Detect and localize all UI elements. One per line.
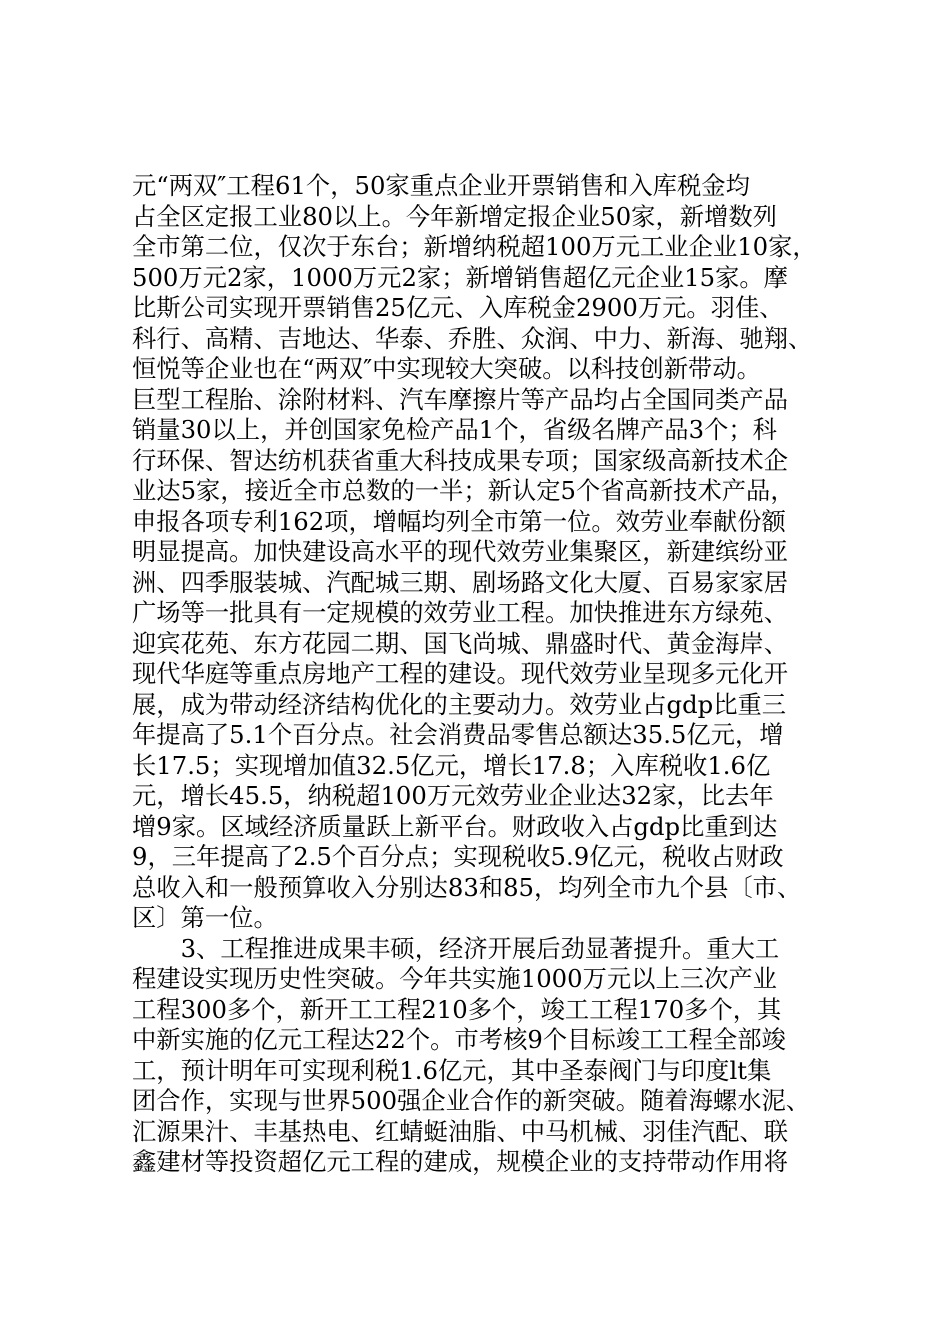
body-text: [132, 171, 832, 1178]
text-line: 区〕第一位。: [132, 903, 278, 932]
text-line: 现代华庭等重点房地产工程的建设。现代效劳业呈现多元化开: [132, 659, 789, 688]
text-line: 业达5家，接近全市总数的一半；新认定5个省高新技术产品，: [132, 476, 795, 505]
text-line: 元，增长45.5，纳税超100万元效劳业企业达32家，比去年: [132, 781, 774, 810]
text-line: 行环保、智达纺机获省重大科技成果专项；国家级高新技术企: [132, 445, 789, 475]
text-line: 团合作，实现与世界500强企业合作的新突破。随着海螺水泥、: [132, 1086, 811, 1115]
text-line: 恒悦等企业也在“两双″中实现较大突破。以科技创新带动。: [132, 354, 761, 383]
text-line: 3、工程推进成果丰硕，经济开展后劲显著提升。重大工: [132, 933, 780, 963]
text-line: 工程300多个，新开工工程210多个，竣工工程170多个，其: [132, 994, 782, 1024]
text-line: 展，成为带动经济结构优化的主要动力。效劳业占gdp比重三: [132, 689, 787, 719]
text-line: 巨型工程胎、涂附材料、汽车摩擦片等产品均占全国同类产品: [132, 384, 789, 414]
text-line: 申报各项专利162项，增幅均列全市第一位。效劳业奉献份额: [132, 506, 786, 536]
text-line: 500万元2家，1000万元2家；新增销售超亿元企业15家。摩: [132, 262, 788, 292]
text-line: 9，三年提高了2.5个百分点；实现税收5.9亿元，税收占财政: [132, 842, 784, 871]
text-line: 迎宾花苑、东方花园二期、国飞尚城、鼎盛时代、黄金海岸、: [132, 628, 789, 658]
text-line: 年提高了5.1个百分点。社会消费品零售总额达35.5亿元，增: [132, 720, 784, 749]
text-line: 销量30以上，并创国家免检产品1个，省级名牌产品3个；科: [132, 415, 777, 444]
text-line: 占全区定报工业80以上。今年新增定报企业50家，新增数列: [132, 201, 777, 231]
text-line: 总收入和一般预算收入分别达83和85，均列全市九个县〔市、: [132, 872, 802, 902]
text-line: 工，预计明年可实现利税1.6亿元，其中圣泰阀门与印度lt集: [132, 1055, 772, 1085]
text-line: 科行、高精、吉地达、华泰、乔胜、众润、中力、新海、驰翔、: [132, 323, 813, 353]
text-line: 长17.5；实现增加值32.5亿元，增长17.8；入库税收1.6亿: [132, 750, 771, 780]
text-line: 明显提高。加快建设高水平的现代效劳业集聚区，新建缤纷亚: [132, 537, 789, 566]
text-line: 鑫建材等投资超亿元工程的建成，规模企业的支持带动作用将: [132, 1147, 789, 1176]
text-line: 洲、四季服装城、汽配城三期、剧场路文化大厦、百易家家居: [132, 567, 789, 597]
text-line: 广场等一批具有一定规模的效劳业工程。加快推进东方绿苑、: [132, 598, 789, 627]
text-line: 增9家。区域经济质量跃上新平台。财政收入占gdp比重到达: [132, 811, 778, 841]
text-line: 全市第二位，仅次于东台；新增纳税超100万元工业企业10家，: [132, 232, 817, 261]
text-line: 程建设实现历史性突破。今年共实施1000万元以上三次产业: [132, 964, 777, 993]
text-line: 中新实施的亿元工程达22个。市考核9个目标竣工工程全部竣: [132, 1025, 786, 1054]
text-line: 元“两双″工程61个，50家重点企业开票销售和入库税金均: [132, 171, 750, 200]
text-line: 汇源果汁、丰基热电、红蜻蜓油脂、中马机械、羽佳汽配、联: [132, 1116, 789, 1146]
text-line: 比斯公司实现开票销售25亿元、入库税金2900万元。羽佳、: [132, 293, 784, 322]
